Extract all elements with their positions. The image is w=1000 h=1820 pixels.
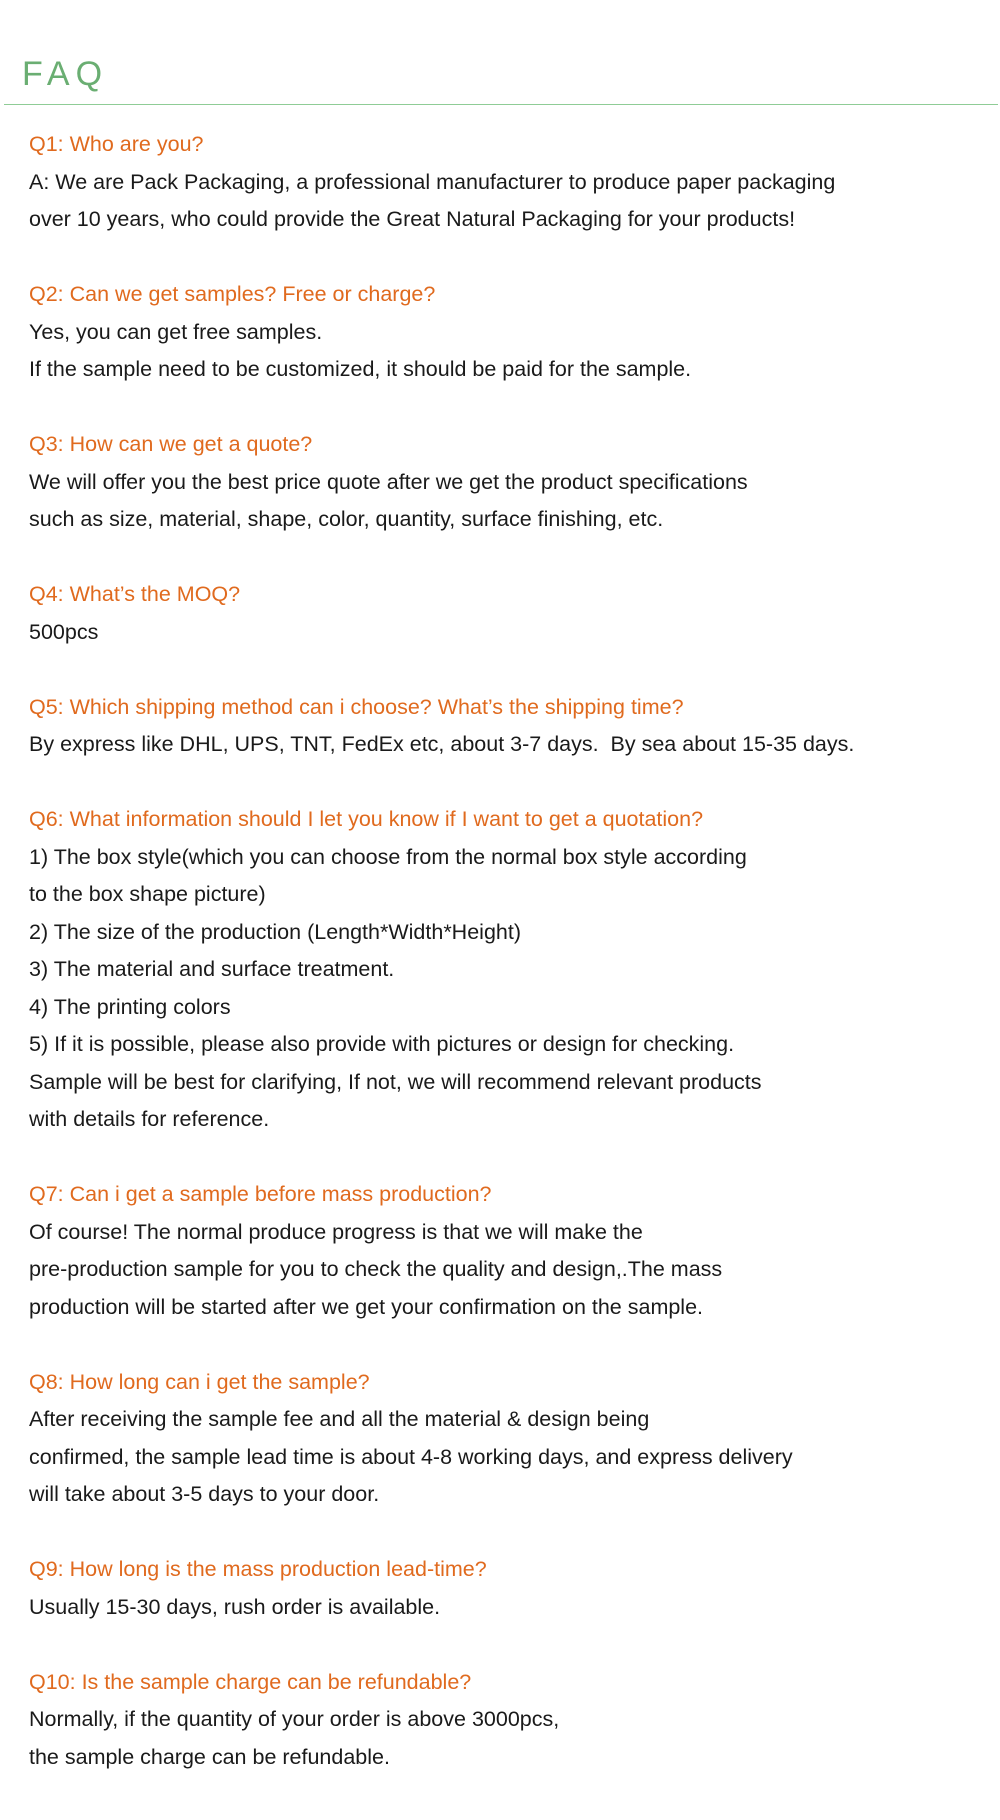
faq-answer-line: such as size, material, shape, color, quantity, surface finishing, etc. <box>29 507 664 531</box>
page-header <box>0 0 1000 106</box>
faq-answer-line: pre-production sample for you to check the quality and design,.The mass <box>29 1257 723 1281</box>
faq-answer <box>29 1214 969 1327</box>
faq-answer-line: Usually 15-30 days, rush order is available. <box>29 1594 441 1619</box>
faq-answer <box>29 1589 969 1627</box>
faq-answer-line: A: We are Pack Packaging, a professional manufacturer to produce paper packaging <box>29 169 836 194</box>
faq-answer-line: over 10 years, who could provide the Great Natural Packaging for your products! <box>29 207 796 231</box>
faq-answer <box>29 839 969 1139</box>
faq-item <box>29 1364 969 1514</box>
faq-answer <box>29 1701 969 1776</box>
faq-answer <box>29 726 969 764</box>
faq-answer-line: Of course! The normal produce progress is that we will make the <box>29 1219 643 1244</box>
faq-answer-line: 3) The material and surface treatment. <box>29 957 395 981</box>
faq-answer-line: 2) The size of the production (Length*Width*Height) <box>29 919 521 944</box>
faq-question: Q9: How long is the mass production lead-time? <box>29 1557 487 1581</box>
faq-answer-line: By express like DHL, UPS, TNT, FedEx etc, about 3-7 days. By sea about 15-35 days. <box>29 732 855 756</box>
faq-answer-line: 500pcs <box>29 619 99 644</box>
faq-answer-line: Normally, if the quantity of your order is above 3000pcs, <box>29 1707 560 1731</box>
faq-answer-line: will take about 3-5 days to your door. <box>29 1482 380 1506</box>
faq-answer-line: We will offer you the best price quote after we get the product specifications <box>29 469 748 494</box>
faq-item <box>29 801 969 1139</box>
faq-answer-line: production will be started after we get your confirmation on the sample. <box>29 1294 704 1319</box>
faq-list <box>29 126 969 1814</box>
faq-item <box>29 126 969 239</box>
faq-question: Q8: How long can i get the sample? <box>29 1369 370 1394</box>
faq-question: Q7: Can i get a sample before mass production? <box>29 1182 492 1206</box>
faq-answer <box>29 164 969 239</box>
faq-answer-line: 1) The box style(which you can choose from the normal box style according <box>29 844 747 869</box>
faq-answer <box>29 314 969 389</box>
faq-question: Q10: Is the sample charge can be refundable? <box>29 1669 472 1694</box>
faq-item <box>29 689 969 764</box>
faq-answer <box>29 614 969 652</box>
faq-item <box>29 1176 969 1326</box>
faq-question: Q4: What’s the MOQ? <box>29 582 241 606</box>
page-title: FAQ <box>22 55 109 93</box>
faq-question: Q3: How can we get a quote? <box>29 432 313 456</box>
faq-item <box>29 1551 969 1626</box>
faq-item <box>29 1664 969 1777</box>
faq-answer-line: If the sample need to be customized, it should be paid for the sample. <box>29 357 692 381</box>
faq-answer-line: After receiving the sample fee and all the material & design being <box>29 1407 650 1431</box>
title-divider <box>4 104 998 105</box>
faq-answer-line: 5) If it is possible, please also provide with pictures or design for checking. <box>29 1032 735 1056</box>
faq-answer-line: 4) The printing colors <box>29 994 231 1019</box>
faq-answer-line: Yes, you can get free samples. <box>29 319 323 344</box>
faq-item <box>29 276 969 389</box>
faq-question: Q2: Can we get samples? Free or charge? <box>29 282 436 306</box>
faq-answer-line: with details for reference. <box>29 1107 270 1131</box>
faq-question: Q6: What information should I let you know if I want to get a quotation? <box>29 807 704 831</box>
faq-question: Q5: Which shipping method can i choose? What’s the shipping time? <box>29 694 684 719</box>
faq-answer-line: to the box shape picture) <box>29 882 266 906</box>
faq-answer <box>29 464 969 539</box>
faq-answer-line: confirmed, the sample lead time is about 4-8 working days, and express delivery <box>29 1444 793 1469</box>
faq-item <box>29 426 969 539</box>
faq-item <box>29 576 969 651</box>
faq-answer <box>29 1401 969 1514</box>
faq-question: Q1: Who are you? <box>29 132 204 156</box>
faq-answer-line: Sample will be best for clarifying, If not, we will recommend relevant products <box>29 1069 762 1094</box>
faq-answer-line: the sample charge can be refundable. <box>29 1744 390 1769</box>
